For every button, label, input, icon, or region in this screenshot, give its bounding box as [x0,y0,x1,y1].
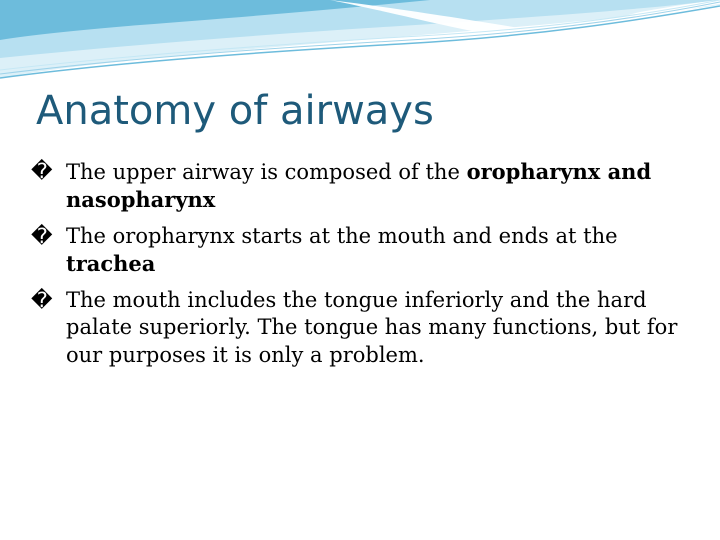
bullet-list [31,158,681,378]
bullet-item [31,158,681,214]
bullet-glyph-icon: � [31,224,53,248]
bullet-text: The upper airway is composed of the [66,160,467,184]
bullet-glyph-icon: � [31,159,53,183]
bullet-bold-text: trachea [66,251,156,276]
bullet-item [31,223,681,278]
bullet-bold-text: oropharynx and nasopharynx [66,159,652,212]
slide-title: Anatomy of airways [36,88,434,134]
bullet-text: The oropharynx starts at the mouth and ends at the [66,224,618,248]
bullet-text: The mouth includes the tongue inferiorly and the hard palate superiorly. The tongue has many functions, but for our purposes it is only a problem. [66,288,678,367]
bullet-glyph-icon: � [31,288,53,312]
bullet-item [31,287,681,369]
